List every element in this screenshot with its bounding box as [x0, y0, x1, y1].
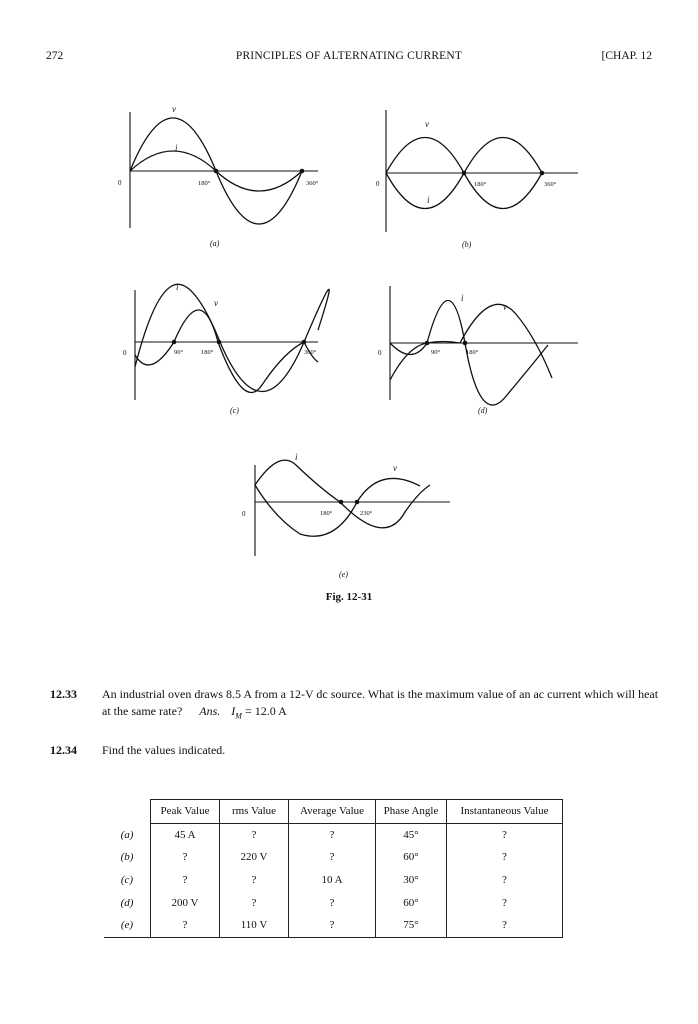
- graph-b-i-label: i: [427, 195, 430, 205]
- row-label: (e): [104, 914, 151, 937]
- graph-b-tick: 180°: [474, 181, 487, 188]
- graph-a-tick: 180°: [198, 180, 211, 187]
- row-label: (d): [120, 896, 134, 909]
- page-number: 272: [46, 50, 64, 62]
- table-cell: 110 V: [220, 914, 289, 937]
- graph-e-label: (e): [339, 570, 348, 579]
- table-cell: 200 V: [151, 891, 220, 914]
- answer-symbol: I: [231, 703, 236, 718]
- problem-text: An industrial oven draws 8.5 A from a 12-V dc source. What is the maximum value of an ac current which will heat at the same rate?: [102, 687, 659, 718]
- graph-e-voltage-curve: [255, 478, 420, 536]
- table-cell: 45°: [376, 823, 447, 846]
- table-cell: ?: [220, 823, 289, 846]
- table-cell: 75°: [376, 914, 447, 937]
- table-cell: ?: [220, 869, 289, 892]
- table-cell: ?: [289, 846, 376, 869]
- row-label: (b): [120, 851, 134, 864]
- graph-e-tick: 230°: [360, 510, 373, 517]
- table-cell: ?: [289, 891, 376, 914]
- graph-b-dot: [462, 171, 467, 176]
- graph-b-tick: 360°: [544, 181, 557, 188]
- table-cell: ?: [220, 891, 289, 914]
- graph-c-voltage-curve: [135, 310, 318, 393]
- table-cell: ?: [289, 914, 376, 937]
- graph-c-tick: 90°: [174, 349, 184, 356]
- header-spacer: [104, 800, 151, 824]
- graph-c-tick: 360°: [304, 349, 317, 356]
- answer-subscript: M: [235, 710, 242, 720]
- graph-b-dot: [540, 171, 545, 176]
- chapter-label: [CHAP. 12: [601, 50, 652, 62]
- graph-a-tick: 360°: [306, 180, 319, 187]
- problem-text: Find the values indicated.: [102, 743, 226, 757]
- graph-a-dot: [300, 169, 305, 174]
- answer-label: Ans.: [199, 703, 221, 718]
- table-cell: ?: [447, 914, 563, 937]
- graph-d: [378, 286, 578, 415]
- table-cell: ?: [151, 869, 220, 892]
- problem-number: 12.33: [50, 687, 77, 701]
- table-cell: ?: [447, 846, 563, 869]
- graph-a-dot: [214, 169, 219, 174]
- figure-caption: Fig. 12-31: [325, 591, 373, 603]
- values-table: [104, 799, 563, 938]
- table-row: [104, 914, 563, 937]
- table-cell: 60°: [376, 891, 447, 914]
- graph-d-dot: [463, 341, 468, 346]
- row-label: (a): [120, 828, 134, 841]
- graph-e: [242, 452, 450, 579]
- graph-e-dot: [339, 500, 344, 505]
- graph-c-tick: 180°: [201, 349, 214, 356]
- column-header: Instantaneous Value: [447, 800, 563, 824]
- graph-a-i-label: i: [175, 143, 178, 153]
- table-cell: 30°: [376, 869, 447, 892]
- graph-e-i-label: i: [295, 452, 298, 462]
- graph-b-origin: 0: [376, 180, 380, 188]
- table-row: [104, 823, 563, 846]
- graph-a-v-label: v: [172, 104, 176, 114]
- column-header: Average Value: [289, 800, 376, 824]
- graph-c-i-label: i: [176, 282, 179, 292]
- table-cell: 10 A: [289, 869, 376, 892]
- table-cell: ?: [151, 914, 220, 937]
- row-label: (c): [120, 874, 134, 887]
- table-cell: 60°: [376, 846, 447, 869]
- problem-text-block: [102, 686, 662, 724]
- graph-d-v-label: v: [503, 302, 507, 312]
- table-cell: ?: [447, 823, 563, 846]
- graph-c-current-curve: [135, 284, 329, 391]
- table-cell: ?: [447, 891, 563, 914]
- table-cell: 45 A: [151, 823, 220, 846]
- answer-equation: [231, 704, 286, 718]
- graph-a-label: (a): [210, 239, 220, 248]
- graph-d-tick: 180°: [466, 349, 479, 356]
- graph-e-current-curve: [255, 460, 430, 528]
- graph-b-v-label: v: [425, 119, 429, 129]
- column-header: rms Value: [220, 800, 289, 824]
- graph-d-i-label: i: [461, 293, 464, 303]
- graph-c-dot: [217, 340, 222, 345]
- table-cell: ?: [289, 823, 376, 846]
- graph-d-origin: 0: [378, 349, 382, 357]
- graph-b-label: (b): [462, 240, 472, 249]
- answer-value: = 12.0 A: [241, 703, 287, 718]
- graph-b: [376, 110, 578, 249]
- graph-c-v-label: v: [214, 298, 218, 308]
- graph-e-dot: [355, 500, 360, 505]
- graph-e-v-label: v: [393, 463, 397, 473]
- table-row: [104, 891, 563, 914]
- graph-a-origin: 0: [118, 179, 122, 187]
- graph-a: [118, 104, 319, 248]
- graph-e-tick: 180°: [320, 510, 333, 517]
- table-cell: 220 V: [220, 846, 289, 869]
- table-cell: ?: [151, 846, 220, 869]
- graph-e-origin: 0: [242, 510, 246, 518]
- graph-d-dot: [425, 341, 430, 346]
- table-row: [104, 869, 563, 892]
- table-header-row: [104, 800, 563, 824]
- graph-c-dot: [172, 340, 177, 345]
- table-row: [104, 846, 563, 869]
- column-header: Peak Value: [151, 800, 220, 824]
- graph-c-dot: [302, 340, 307, 345]
- graph-c-label: (c): [230, 406, 239, 415]
- running-title: PRINCIPLES OF ALTERNATING CURRENT: [235, 50, 463, 62]
- column-header: Phase Angle: [376, 800, 447, 824]
- graph-c: [123, 282, 329, 415]
- problem-number: 12.34: [50, 743, 77, 757]
- graph-d-tick: 90°: [431, 349, 441, 356]
- graph-c-origin: 0: [123, 349, 127, 357]
- table-cell: ?: [447, 869, 563, 892]
- graph-d-label: (d): [478, 406, 488, 415]
